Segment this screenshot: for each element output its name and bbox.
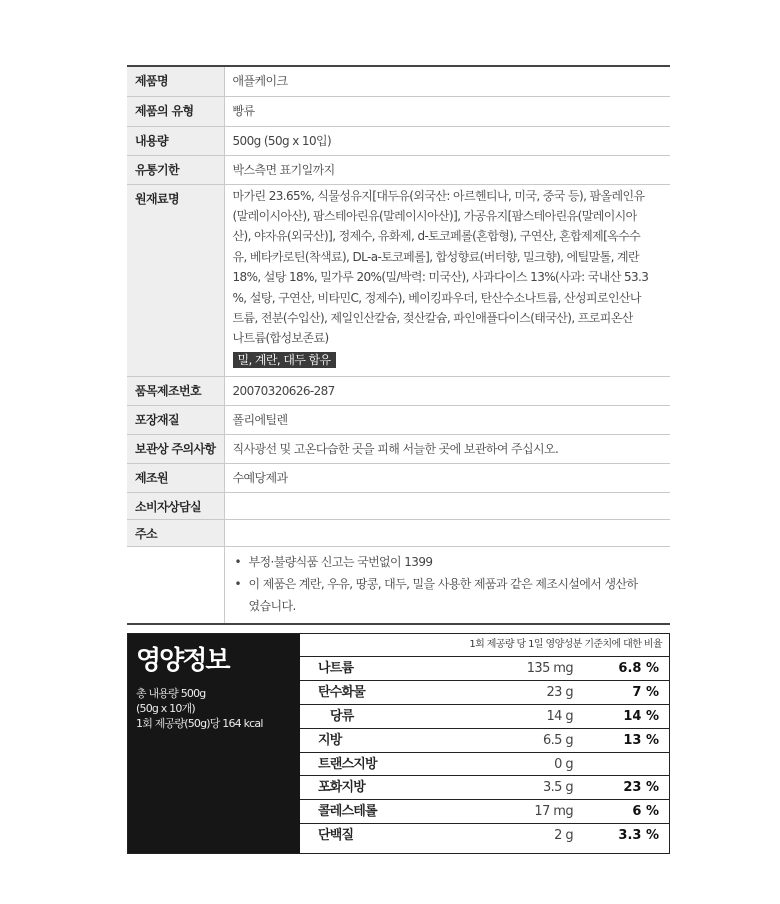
info-label: 제조원 <box>127 463 224 492</box>
nutrition-header: 1회 제공량 당 1일 영양성분 기준치에 대한 비율 <box>300 634 669 657</box>
nutrient-amount: 2 g <box>554 828 573 844</box>
nutrient-percent: 7 % <box>632 684 659 700</box>
info-label: 유통기한 <box>127 155 224 184</box>
ingredient-line: 마가린 23.65%, 식물성유지[대두유(외국산: 아르헨티나, 미국, 중국 등), 팜올레인유 <box>232 188 645 203</box>
nutrient-row-trans-fat <box>300 753 669 777</box>
info-label: 내용량 <box>127 126 224 155</box>
info-row-consumer-center <box>127 492 670 519</box>
info-label: 품목제조번호 <box>127 376 224 405</box>
product-info-table <box>127 65 670 625</box>
nutrient-row-sugars <box>300 705 669 729</box>
info-value: 500g (50g x 10입) <box>232 133 332 148</box>
nutrition-panel <box>127 633 670 854</box>
ingredient-line: 나트륨(합성보존료) <box>232 331 329 346</box>
nutrient-name: 나트륨 <box>318 661 354 676</box>
nutrient-name: 당류 <box>330 708 354 724</box>
nutrition-summary <box>128 634 300 853</box>
info-row-volume <box>127 126 670 155</box>
pack-content: (50g x 10개) <box>136 702 195 715</box>
nutrient-percent: 13 % <box>623 732 659 748</box>
info-label: 소비자상담실 <box>127 492 224 519</box>
info-value: 수예당제과 <box>232 470 288 485</box>
nutrient-percent: 6.8 % <box>618 661 659 676</box>
ingredient-line: (말레이시아산), 팜스테아린유(말레이시아산)], 가공유지[팜스테아린유(말레이시아 <box>232 208 637 223</box>
info-label: 제품명 <box>127 66 224 96</box>
nutrient-row-carbohydrate <box>300 681 669 705</box>
nutrition-serving-info <box>136 686 263 731</box>
ingredient-line: 산), 야자유(외국산)], 정제수, 유화제, d-토코페롤(혼합형), 구연산, 혼합제제[옥수수 <box>232 229 641 244</box>
nutrient-row-sodium <box>300 657 669 681</box>
info-row-product-name <box>127 66 670 96</box>
notes-list <box>231 547 671 623</box>
info-label: 원재료명 <box>127 184 224 376</box>
nutrient-amount: 3.5 g <box>542 780 573 796</box>
info-label: 제품의 유형 <box>127 96 224 126</box>
info-row-expiry <box>127 155 670 184</box>
info-row-notes <box>127 546 670 624</box>
note-item <box>235 573 671 617</box>
allergen-badge: 밀, 계란, 대두 함유 <box>233 352 336 368</box>
info-value: 직사광선 및 고온다습한 곳을 피해 서늘한 곳에 보관하여 주십시오. <box>232 441 559 456</box>
info-value: 박스측면 표기일까지 <box>232 162 335 177</box>
note-text: 이 제품은 계란, 우유, 땅콩, 대두, 밀을 사용한 제품과 같은 제조시설에서 생산하 <box>248 576 638 591</box>
info-label: 보관상 주의사항 <box>127 434 224 463</box>
ingredient-line: 유, 베타카로틴(착색료), DL-a-토코페롤], 합성향료(버터향, 밀크향), 에틸말톨, 계란 <box>232 249 639 264</box>
nutrient-row-protein <box>300 824 669 848</box>
nutrient-name: 탄수화물 <box>318 684 366 700</box>
total-content: 총 내용량 500g <box>136 687 206 700</box>
info-row-ingredients <box>127 184 670 376</box>
nutrient-row-fat <box>300 729 669 753</box>
nutrient-row-cholesterol <box>300 800 669 824</box>
nutrition-title: 영양정보 <box>136 646 229 676</box>
nutrient-amount: 135 mg <box>526 661 573 676</box>
info-row-manufacturer <box>127 463 670 492</box>
info-row-type <box>127 96 670 126</box>
info-value: 20070320626-287 <box>232 383 335 398</box>
ingredients-value <box>224 184 670 376</box>
info-label: 주소 <box>127 519 224 546</box>
info-value <box>224 492 670 519</box>
info-label: 포장재질 <box>127 405 224 434</box>
nutrient-amount: 0 g <box>554 756 573 772</box>
nutrient-percent: 14 % <box>623 708 659 724</box>
nutrient-amount: 14 g <box>546 708 573 724</box>
info-label-empty <box>127 546 224 624</box>
info-row-packaging <box>127 405 670 434</box>
nutrient-name: 단백질 <box>318 828 354 844</box>
nutrition-table <box>300 634 669 853</box>
info-value: 폴리에틸렌 <box>232 412 288 427</box>
info-value: 빵류 <box>232 103 255 118</box>
info-row-report-number <box>127 376 670 405</box>
notes-cell <box>224 546 670 624</box>
nutrient-row-saturated-fat <box>300 776 669 800</box>
nutrient-amount: 17 mg <box>534 804 573 820</box>
nutrient-name: 콜레스테롤 <box>318 804 377 820</box>
nutrient-name: 지방 <box>318 732 342 748</box>
info-value: 애플케이크 <box>232 74 288 88</box>
note-text-cont: 였습니다. <box>248 598 296 613</box>
nutrient-amount: 6.5 g <box>542 732 573 748</box>
ingredient-line: 18%, 설탕 18%, 밀가루 20%(밀/박력: 미국산), 사과다이스 13%(사과: 국내산 53.3 <box>232 270 649 285</box>
ingredient-line: 트륨, 전분(수입산), 제일인산칼슘, 젖산칼슘, 파인애플다이스(태국산), 프로피온산 <box>232 310 633 325</box>
nutrient-amount: 23 g <box>546 684 573 700</box>
nutrient-name: 트랜스지방 <box>318 756 377 772</box>
note-item: • 부정·불량식품 신고는 국번없이 1399 <box>235 551 671 573</box>
info-value <box>224 519 670 546</box>
info-row-storage <box>127 434 670 463</box>
nutrient-percent: 23 % <box>623 780 659 796</box>
nutrient-percent: 3.3 % <box>618 828 659 844</box>
serving-calories: 1회 제공량(50g)당 164 kcal <box>136 717 263 730</box>
nutrient-percent: 6 % <box>632 804 659 820</box>
ingredient-line: %, 설탕, 구연산, 비타민C, 정제수), 베이킹파우더, 탄산수소나트륨, 산성피로인산나 <box>232 290 641 305</box>
nutrient-name: 포화지방 <box>318 780 366 796</box>
info-row-address <box>127 519 670 546</box>
